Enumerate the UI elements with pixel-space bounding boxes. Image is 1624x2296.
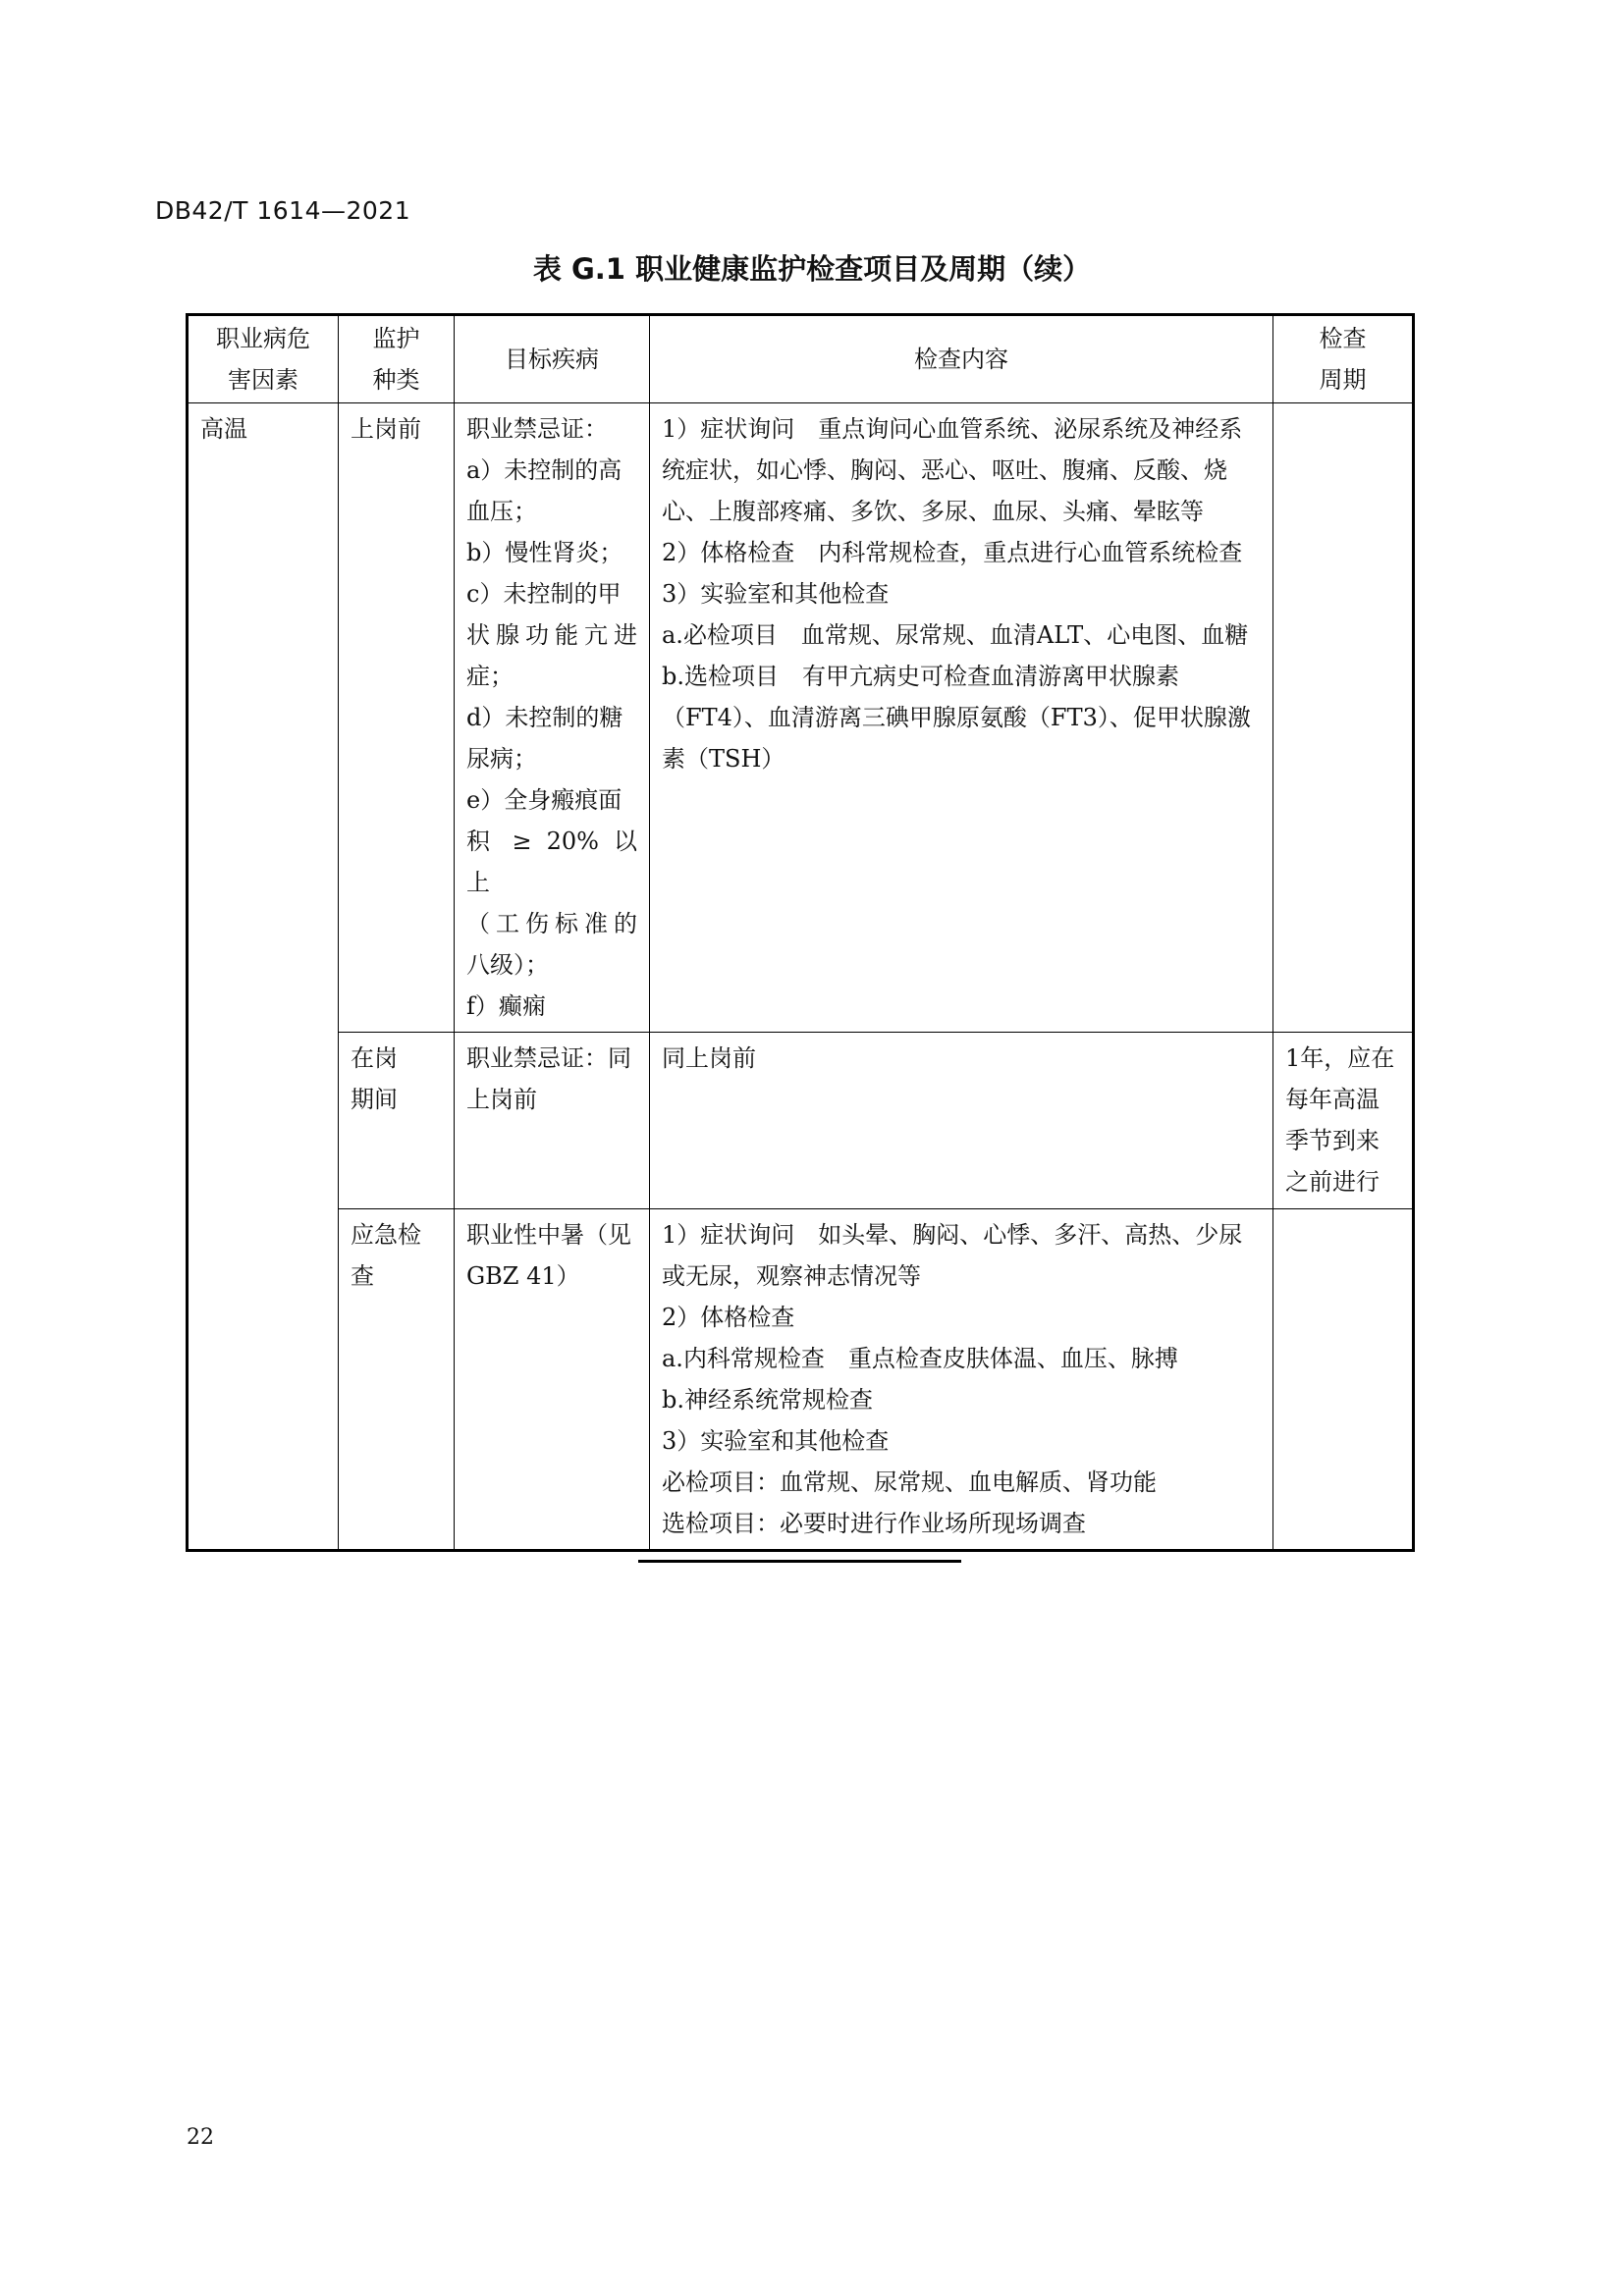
header-content: 检查内容: [650, 315, 1273, 403]
table-title: 表 G.1 职业健康监护检查项目及周期（续）: [532, 252, 1092, 286]
content-cell: 1）症状询问 重点询问心血管系统、泌尿系统及神经系 统症状，如心悸、胸闷、恶心、呕吐、腹痛、反酸、烧 心、上腹部疼痛、多饮、多尿、血尿、头痛、晕眩等 2）体格检查 内科常规检查，重点进行心血管系统检查 3）实验室和其他检查 a.必检项目 血常规、尿常规、血清ALT、心电图、血糖 b.选检项目 有甲亢病史可检查血清游离甲状腺素 （FT4）、血清游离三碘甲腺原氨酸（FT3）、促甲状腺激 素（TSH）: [650, 403, 1273, 1033]
table-row: [188, 1033, 1414, 1209]
table-row: [188, 403, 1414, 1033]
content-cell: 同上岗前: [650, 1033, 1273, 1209]
type-cell: 应急检 查: [339, 1209, 455, 1551]
disease-cell: 职业禁忌证：同 上岗前: [455, 1033, 650, 1209]
type-cell: 在岗 期间: [339, 1033, 455, 1209]
header-disease: 目标疾病: [455, 315, 650, 403]
period-cell: 1年，应在 每年高温 季节到来 之前进行: [1273, 1033, 1414, 1209]
document-id: DB42/T 1614—2021: [155, 196, 411, 225]
table-header-row: [188, 315, 1414, 403]
disease-cell: 职业性中暑（见 GBZ 41）: [455, 1209, 650, 1551]
header-type: 监护 种类: [339, 315, 455, 403]
type-cell: 上岗前: [339, 403, 455, 1033]
hazard-cell: 高温: [188, 403, 339, 1551]
period-cell: [1273, 403, 1414, 1033]
page-number: 22: [187, 2125, 214, 2150]
header-period: 检查 周期: [1273, 315, 1414, 403]
end-rule-divider: [638, 1560, 961, 1563]
content-cell: 1）症状询问 如头晕、胸闷、心悸、多汗、高热、少尿 或无尿，观察神志情况等 2）体格检查 a.内科常规检查 重点检查皮肤体温、血压、脉搏 b.神经系统常规检查 3）实验室和其他检查 必检项目：血常规、尿常规、血电解质、肾功能 选检项目：必要时进行作业场所现场调查: [650, 1209, 1273, 1551]
disease-cell: 职业禁忌证： a）未控制的高 血压； b）慢性肾炎； c）未控制的甲 状腺功能亢进 症； d）未控制的糖 尿病； e）全身瘢痕面 积 ≥ 20% 以 上 （工伤标准的 八级）； f）癫痫: [455, 403, 650, 1033]
table-row: [188, 1209, 1414, 1551]
period-cell: [1273, 1209, 1414, 1551]
header-hazard: 职业病危 害因素: [188, 315, 339, 403]
health-surveillance-table: [186, 313, 1415, 1552]
